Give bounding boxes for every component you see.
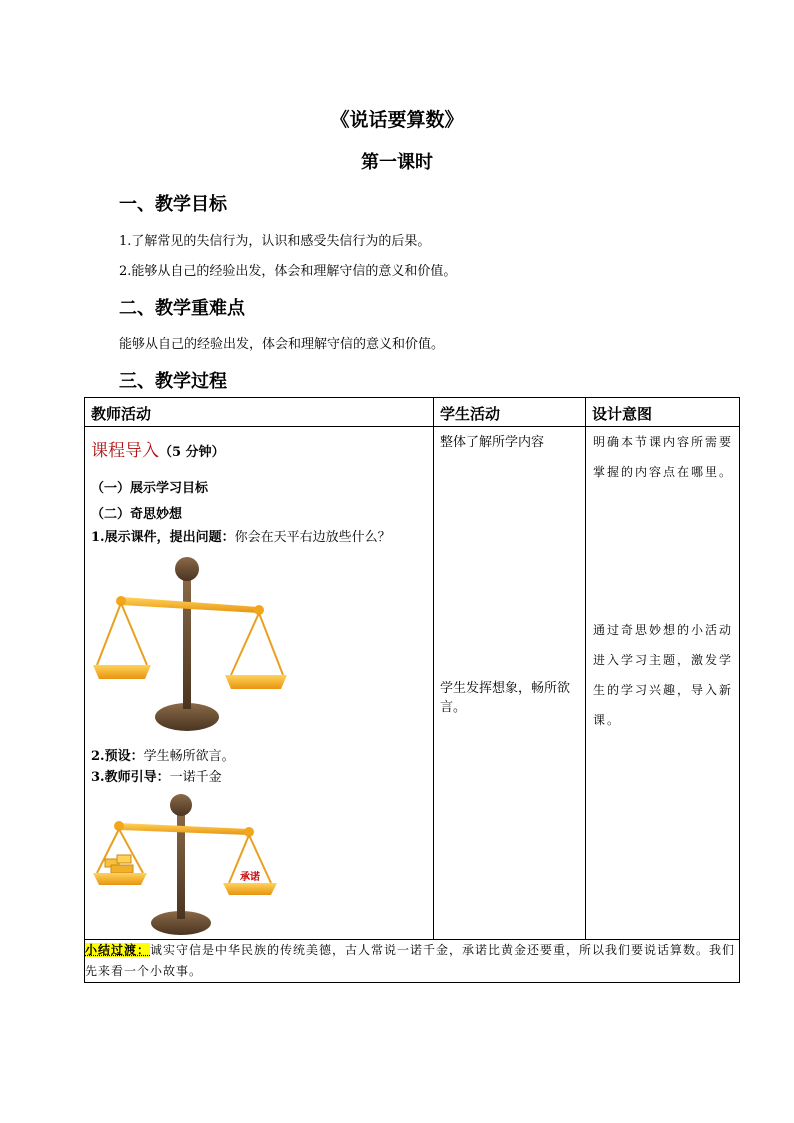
document-title: 《说话要算数》 (330, 109, 464, 131)
goal-item-2: 2.能够从自己的经验出发，体会和理解守信的意义和价值。 (119, 264, 457, 279)
teacher-activity-cell (85, 427, 434, 940)
key-points-text: 能够从自己的经验出发，体会和理解守信的意义和价值。 (119, 337, 445, 352)
summary-text: 诚实守信是中华民族的传统美德，古人常说一诺千金，承诺比黄金还要重，所以我们要说话算数。我们先来看一个小故事。 (85, 943, 736, 978)
section-intro-duration: （5 分钟） (159, 445, 225, 460)
header-student-activity: 学生活动 (440, 405, 501, 423)
heading-teaching-goals: 一、教学目标 (119, 194, 227, 215)
balance-scale-gold-promise-image (91, 789, 281, 939)
sub-show-goals: （一）展示学习目标 (91, 481, 209, 496)
section-intro-label: 课程导入 (91, 441, 159, 461)
balance-scale-empty-image (91, 549, 291, 735)
document-subtitle: 第一课时 (361, 152, 433, 173)
header-teacher-activity: 教师活动 (91, 405, 152, 423)
section-intro-title (91, 436, 225, 461)
design-intent-cell (586, 427, 740, 940)
heading-key-points: 二、教学重难点 (119, 298, 245, 319)
summary-label: 小结过渡： (85, 943, 151, 957)
step-1: 1.展示课件，提出问题：你会在天平右边放些什么？ (91, 530, 391, 545)
step-2: 2.预设：学生畅所欲言。 (91, 749, 235, 764)
goal-item-1: 1.了解常见的失信行为，认识和感受失信行为的后果。 (119, 234, 431, 249)
step-3: 3.教师引导：一诺千金 (91, 770, 222, 785)
student-activity-2: 学生发挥想象，畅所欲言。 (440, 681, 571, 715)
heading-teaching-process: 三、教学过程 (119, 371, 227, 392)
design-intent-2: 通过奇思妙想的小活动进入学习主题，激发学生的学习兴趣，导入新课。 (593, 623, 734, 727)
sub-imagination: （二）奇思妙想 (91, 507, 183, 522)
promise-label: 承诺 (240, 872, 260, 883)
lesson-table (84, 397, 740, 983)
student-activity-cell (434, 427, 586, 940)
design-intent-1: 明确本节课内容所需要掌握的内容点在哪里。 (593, 435, 734, 479)
summary-transition-cell (85, 940, 740, 983)
student-activity-1: 整体了解所学内容 (440, 435, 545, 450)
header-design-intent: 设计意图 (592, 405, 653, 423)
